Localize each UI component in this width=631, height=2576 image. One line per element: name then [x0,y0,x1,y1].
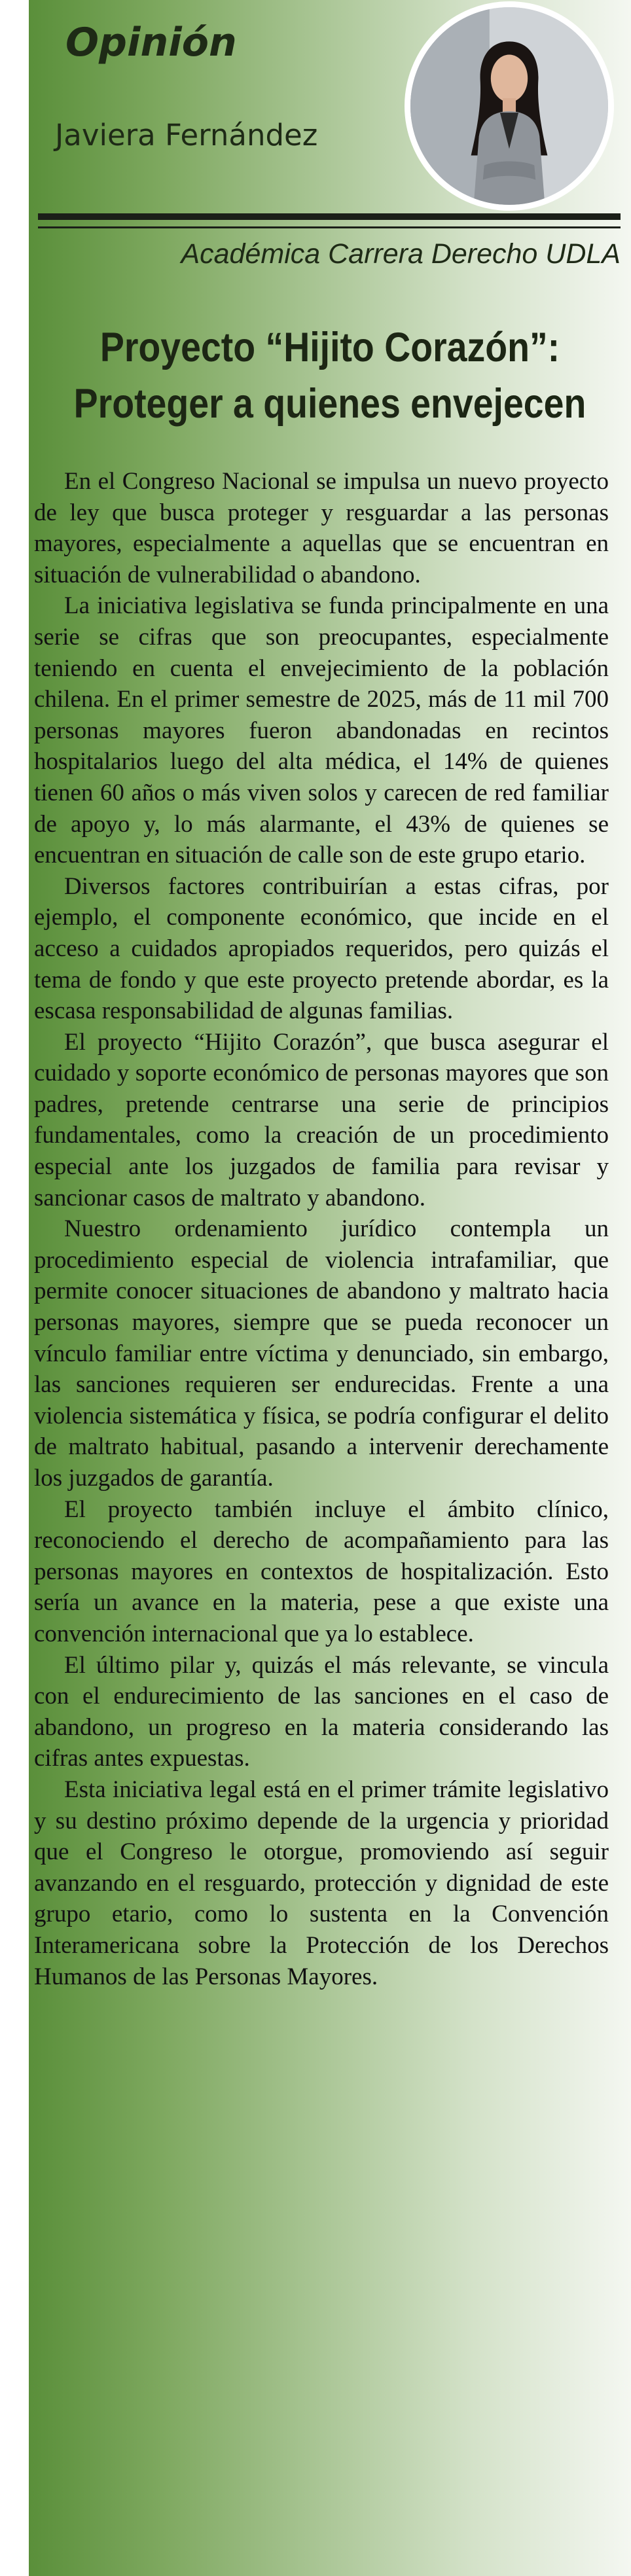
author-portrait-illustration [410,7,608,205]
article-body [34,466,609,1992]
article-paragraph-8: Esta iniciativa legal está en el primer trámite legislativo y su destino próximo depende de la urgencia y prioridad que el Congreso le otorgue, promoviendo así seguir avanzando en el resguardo, protección y dignidad de este grupo etario, como lo sustenta en la Convención Interamericana sobre la Protección de los Derechos Humanos de las Personas Mayores. [34,1776,609,1990]
section-label: Opinión [65,20,237,65]
article-paragraph-4: El proyecto “Hijito Corazón”, que busca asegurar el cuidado y soporte económico de personas mayores que son padres, pretende centrarse una serie de principios fundamentales, como la creación de un procedimiento especial ante los juzgados de familia para revisar y sancionar casos de maltrato y abandono. [34,1028,609,1211]
article-headline [65,319,595,432]
article-paragraph-2: La iniciativa legislativa se funda principalmente en una serie se cifras que son preocupantes, especialmente teniendo en cuenta el envejecimiento de la población chilena. En el primer semestre de 2025, más de 11 mil 700 personas mayores fueron abandonadas en recintos hospitalarios luego del alta médica, el 14% de quienes tienen 60 años o más viven solos y carecen de red familiar de apoyo y, lo más alarmante, el 43% de quienes se encuentran en situación de calle son de este grupo etario. [34,592,609,869]
header-divider-thin [38,226,621,228]
author-name: Javiera Fernández [55,118,318,152]
header-divider-thick [38,213,621,220]
article-paragraph-1: En el Congreso Nacional se impulsa un nuevo proyecto de ley que busca proteger y resguardar a las personas mayores, especialmente a aquellas que se encuentran en situación de vulnerabilidad o abandono. [34,468,609,588]
article-paragraph-5: Nuestro ordenamiento jurídico contempla un procedimiento especial de violencia intrafamiliar, que permite conocer situaciones de abandono y maltrato hacia personas mayores, siempre que se pueda reconocer un vínculo familiar entre víctima y denunciado, sin embargo, las sanciones requieren ser endurecidas. Frente a una violencia sistemática y física, se podría configurar el delito de maltrato habitual, pasando a intervenir derechamente los juzgados de garantía. [34,1215,609,1492]
article-paragraph-3: Diversos factores contribuirían a estas cifras, por ejemplo, el componente económico, que incide en el acceso a cuidados apropiados requeridos, pero quizás el tema de fondo y que este proyecto pretende abordar, es la escasa responsabilidad de algunas familias. [34,872,609,1025]
author-affiliation: Académica Carrera Derecho UDLA [181,238,621,270]
article-paragraph-6: El proyecto también incluye el ámbito clínico, reconociendo el derecho de acompañamiento para las personas mayores en contextos de hospitalización. Esto sería un avance en la materia, pese a que existe una convención internacional que ya lo establece. [34,1495,609,1647]
author-portrait [405,1,614,211]
headline-line-2: Proteger a quienes envejecen [73,381,586,427]
article-paragraph-7: El último pilar y, quizás el más relevante, se vincula con el endurecimiento de las sanciones en el caso de abandono, un progreso en la materia considerando las cifras antes expuestas. [34,1651,609,1772]
opinion-column [29,0,631,2576]
headline-line-1: Proyecto “Hijito Corazón”: [99,325,560,370]
